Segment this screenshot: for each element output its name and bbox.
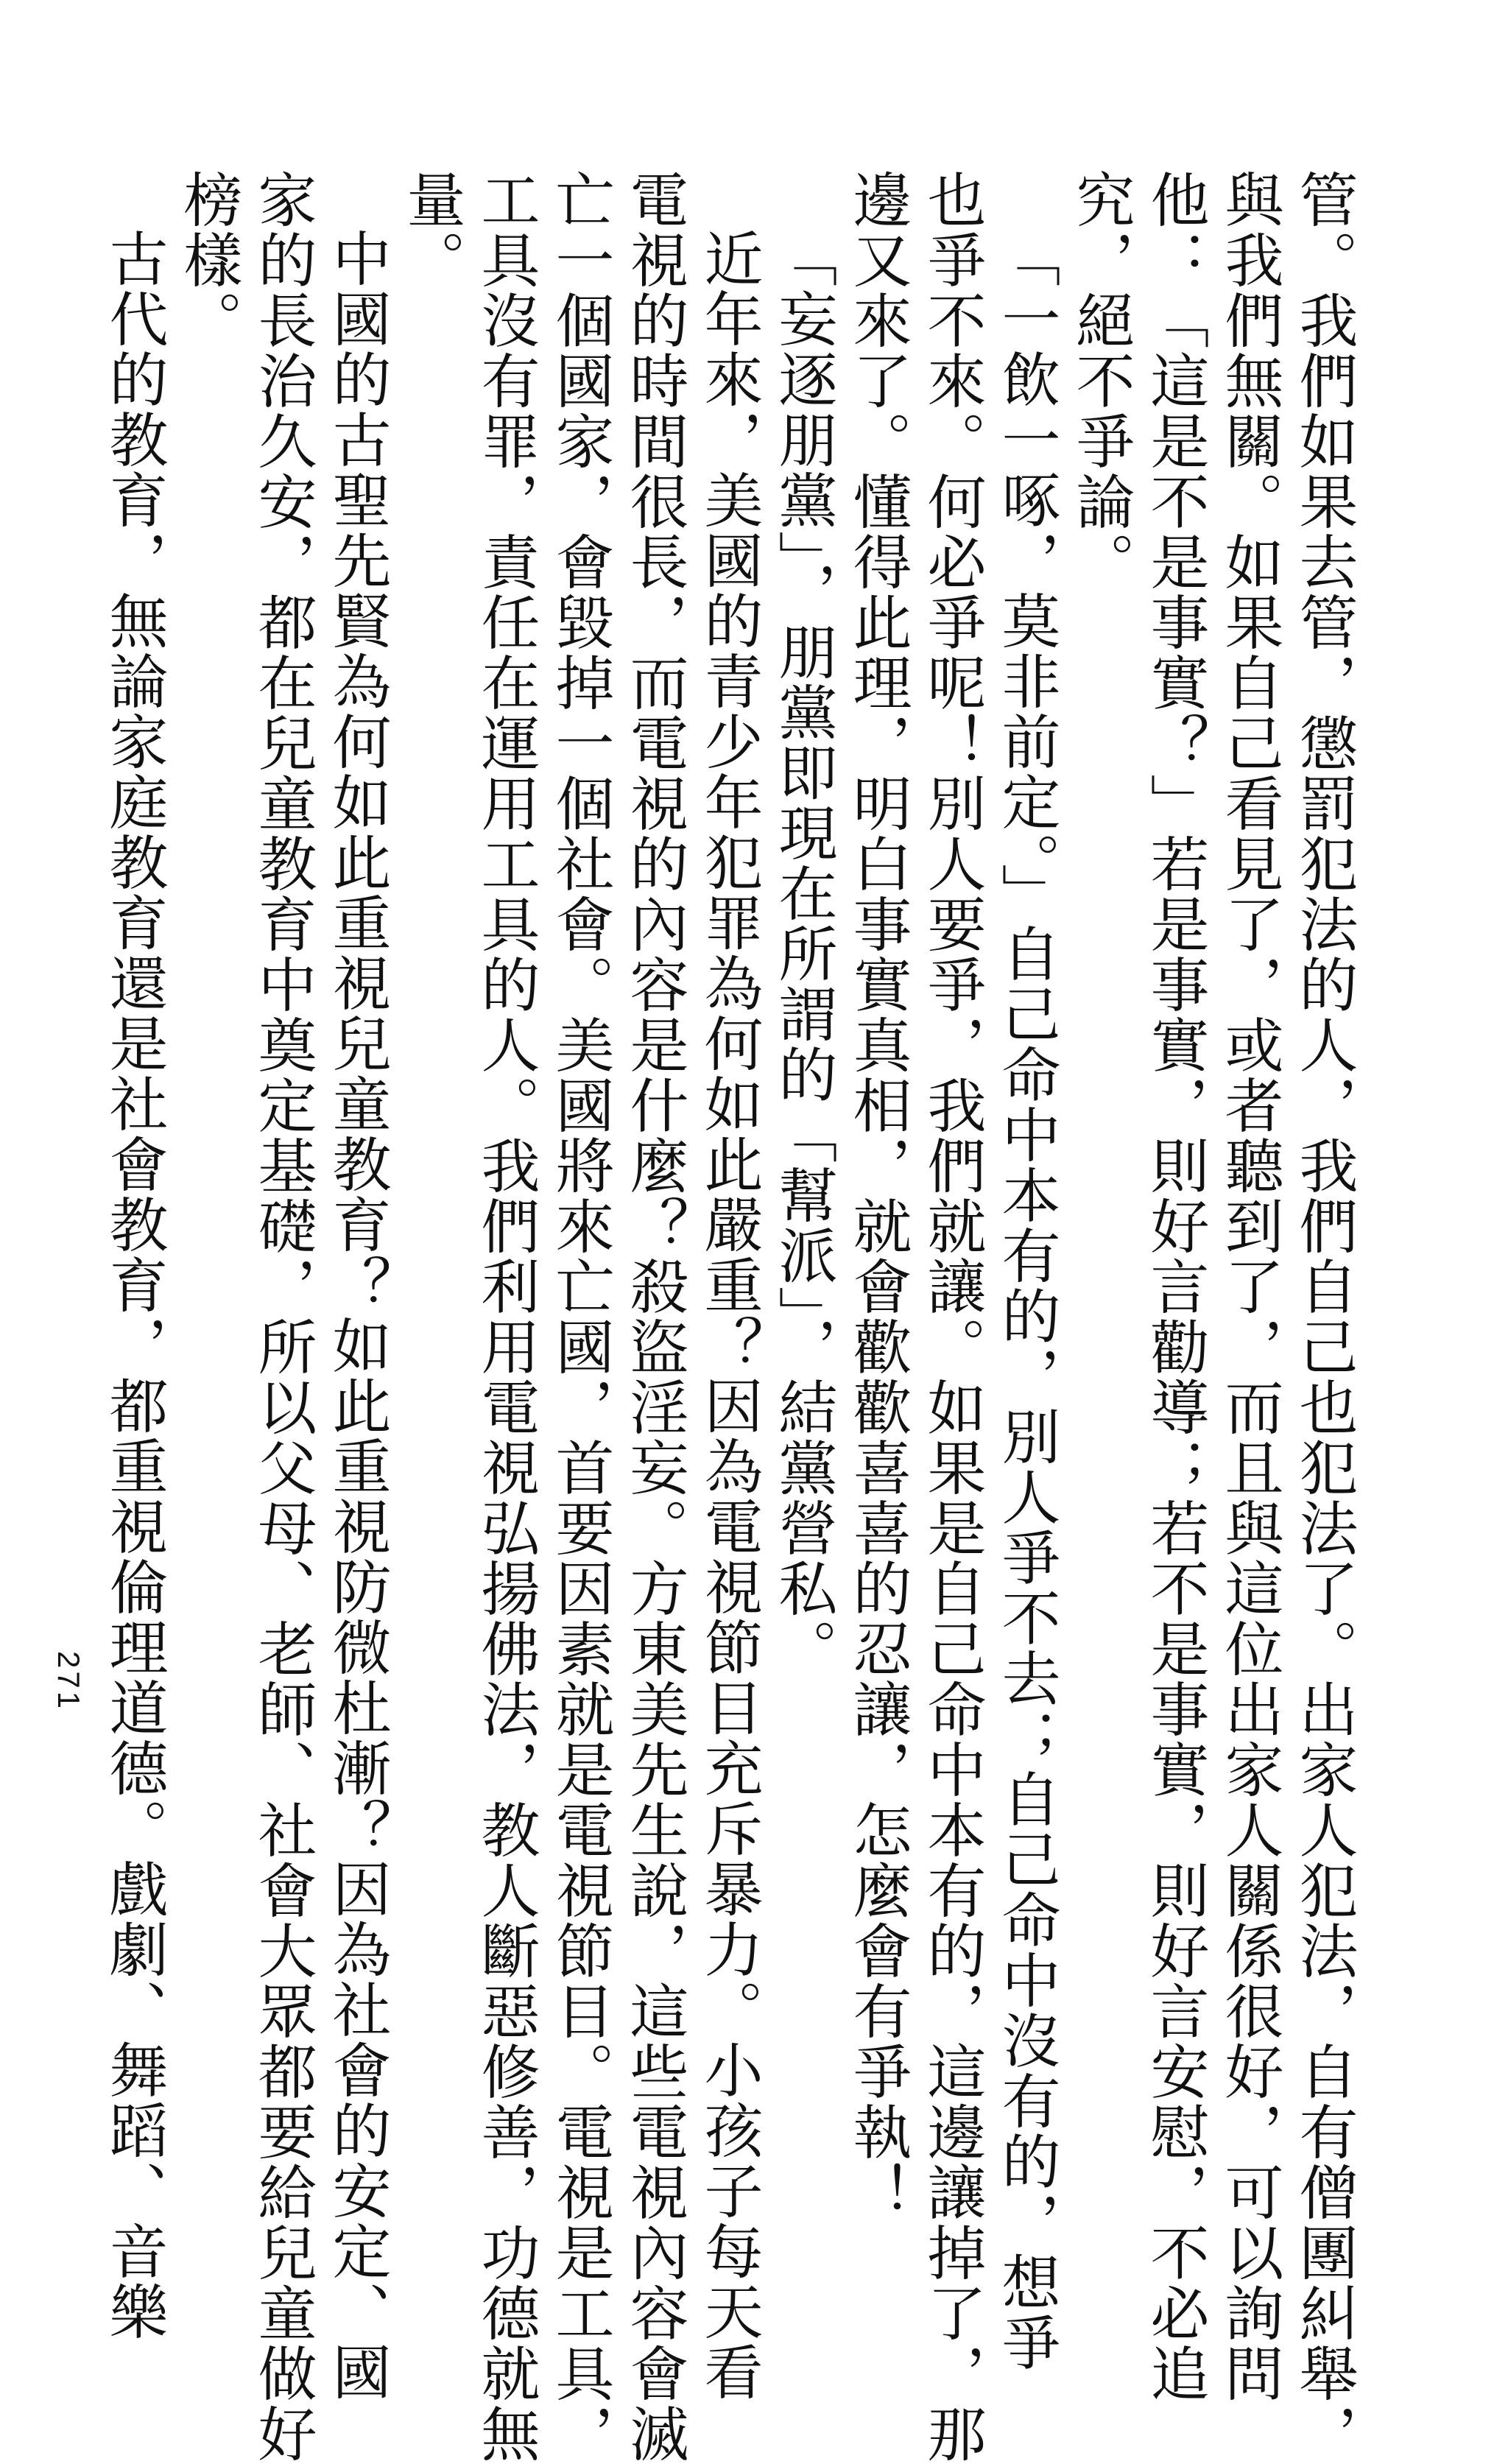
text-column-15: 家的長治久安，都在兒童教育中奠定基礎，所以父母、老師、社會大眾都要給兒童做好 <box>248 169 317 2464</box>
vertical-text-body <box>96 169 1361 2464</box>
text-column-8: 「妄逐朋黨」，朋黨即現在所謂的「幫派」，結黨營私。 <box>769 228 837 1679</box>
text-column-3: 他：「這是不是事實？」若是事實，則好言勸導；若不是事實，則好言安慰，不必追 <box>1141 169 1209 2404</box>
text-column-16: 榜樣。 <box>174 169 242 351</box>
text-column-7: 邊又來了。懂得此理，明白事實真相，就會歡歡喜喜的忍讓，怎麼會有爭執！ <box>843 169 912 2222</box>
text-column-17: 古代的教育，無論家庭教育還是社會教育，都重視倫理道德。戲劇、舞蹈、音樂 <box>99 228 168 2342</box>
text-column-6: 也爭不來。何必爭呢！別人要爭，我們就讓。如果是自己命中本有的，這邊讓掉了，那 <box>917 169 986 2464</box>
text-column-9: 近年來，美國的青少年犯罪為何如此嚴重？因為電視節目充斥暴力。小孩子每天看 <box>694 228 763 2402</box>
text-column-14: 中國的古聖先賢為何如此重視兒童教育？如此重視防微杜漸？因為社會的安定、國 <box>323 228 391 2402</box>
text-column-4: 究，絕不爭論。 <box>1066 169 1135 592</box>
text-column-11: 亡一個國家，會毀掉一個社會。美國將來亡國，首要因素就是電視節目。電視是工具， <box>546 169 614 2464</box>
page-number: 271 <box>52 1651 86 1712</box>
text-column-2: 與我們無關。如果自己看見了，或者聽到了，而且與這位出家人關係很好，可以詢問 <box>1215 169 1283 2404</box>
text-column-10: 電視的時間很長，而電視的內容是什麼？殺盜淫妄。方東美先生說，這些電視內容會滅 <box>620 169 688 2464</box>
text-column-13: 量。 <box>397 169 465 290</box>
text-column-5: 「一飲一啄，莫非前定。」自己命中本有的，別人爭不去；自己命中沒有的，想爭 <box>992 228 1060 2373</box>
text-column-1: 管。我們如果去管，懲罰犯法的人，我們自己也犯法了。出家人犯法，自有僧團糾舉， <box>1289 169 1358 2464</box>
text-column-12: 工具沒有罪，責任在運用工具的人。我們利用電視弘揚佛法，教人斷惡修善，功德就無 <box>471 169 540 2464</box>
